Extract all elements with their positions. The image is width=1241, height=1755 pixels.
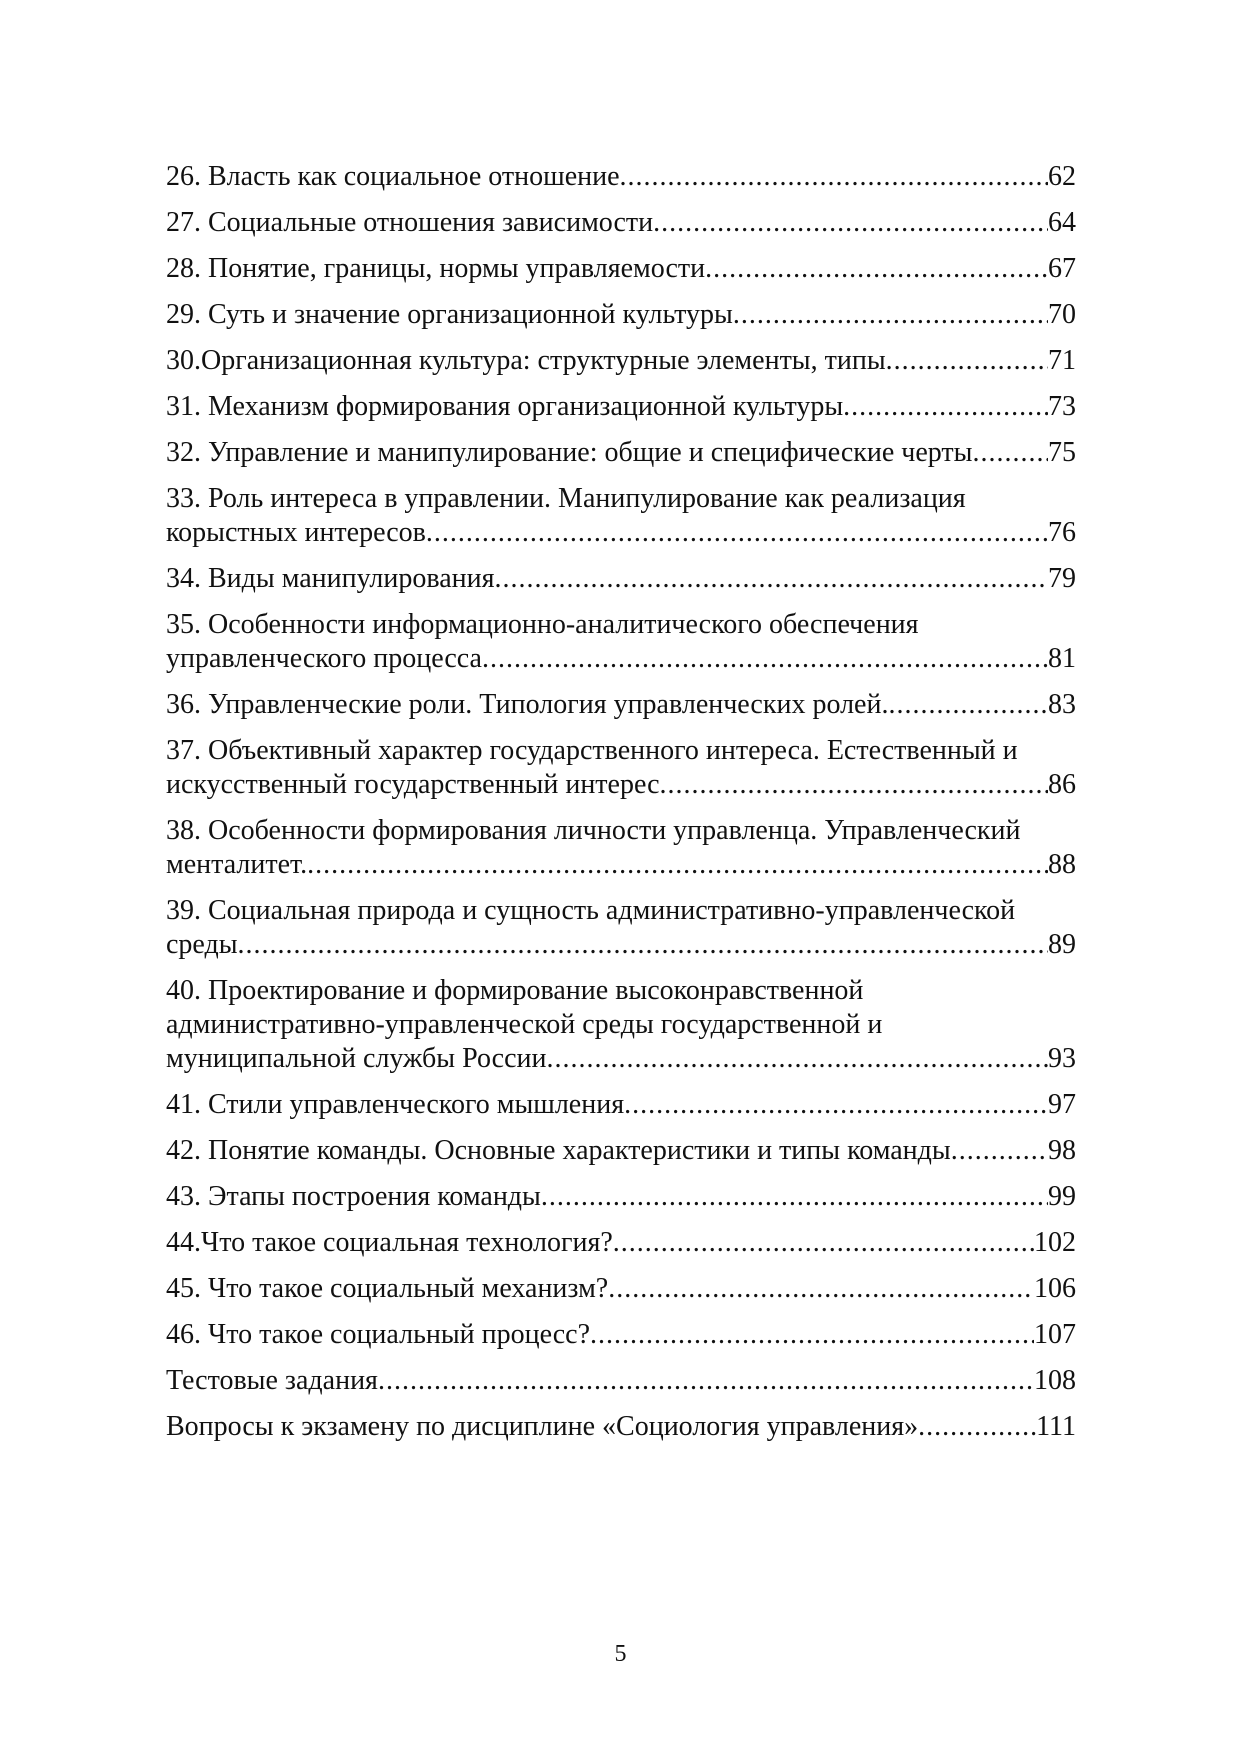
toc-entry-final-line bbox=[166, 562, 1076, 596]
toc-entry bbox=[166, 482, 1076, 550]
toc-entry-final-line bbox=[166, 436, 1076, 470]
toc-entry-title: 28. Понятие, границы, нормы управляемости bbox=[166, 253, 706, 284]
dot-leader bbox=[378, 1364, 1034, 1398]
toc-entry-title: 42. Понятие команды. Основные характеристики и типы команды bbox=[166, 1135, 951, 1166]
toc-entry-page: 62 bbox=[1048, 161, 1076, 192]
toc-entry-page: 86 bbox=[1048, 769, 1076, 800]
toc-entry-title: 46. Что такое социальный процесс? bbox=[166, 1319, 590, 1350]
dot-leader bbox=[608, 1272, 1034, 1306]
dot-leader bbox=[951, 1134, 1048, 1168]
dot-leader bbox=[590, 1318, 1034, 1352]
toc-entry-line: административно-управленческой среды государственной и bbox=[166, 1009, 883, 1040]
toc-entry-page: 89 bbox=[1048, 929, 1076, 960]
toc-entry bbox=[166, 562, 1076, 596]
toc-entry-page: 102 bbox=[1034, 1227, 1076, 1258]
toc-entry bbox=[166, 1134, 1076, 1168]
toc-entry bbox=[166, 1272, 1076, 1306]
toc-entry-title: 45. Что такое социальный механизм? bbox=[166, 1273, 609, 1304]
toc-entry-final-line bbox=[166, 344, 1076, 378]
toc-entry-page: 64 bbox=[1048, 207, 1076, 238]
toc-entry-page: 93 bbox=[1048, 1043, 1076, 1074]
toc-entry bbox=[166, 1226, 1076, 1260]
toc-entry-line: 35. Особенности информационно-аналитического обеспечения bbox=[166, 609, 919, 640]
dot-leader bbox=[238, 928, 1048, 962]
toc-entry bbox=[166, 608, 1076, 676]
toc-entry-title: 31. Механизм формирования организационной культуры bbox=[166, 391, 844, 422]
dot-leader bbox=[426, 516, 1048, 550]
toc-entry-line: 39. Социальная природа и сущность административно-управленческой bbox=[166, 895, 1016, 926]
toc-entry-page: 67 bbox=[1048, 253, 1076, 284]
toc-entry-page: 75 bbox=[1048, 437, 1076, 468]
toc-entry-page: 106 bbox=[1034, 1273, 1076, 1304]
table-of-contents bbox=[166, 160, 1076, 1456]
dot-leader bbox=[972, 436, 1048, 470]
page-number: 5 bbox=[614, 1641, 627, 1667]
toc-entry-page: 71 bbox=[1048, 345, 1076, 376]
toc-entry-page: 108 bbox=[1034, 1365, 1076, 1396]
toc-entry bbox=[166, 1088, 1076, 1122]
toc-entry-title: 36. Управленческие роли. Типология управленческих ролей. bbox=[166, 689, 889, 720]
toc-entry-final-line bbox=[166, 1272, 1076, 1306]
toc-entry-final-line bbox=[166, 928, 1076, 962]
toc-entry-title: 32. Управление и манипулирование: общие и специфические черты bbox=[166, 437, 973, 468]
toc-entry-page: 88 bbox=[1048, 849, 1076, 880]
toc-entry-page: 99 bbox=[1048, 1181, 1076, 1212]
dot-leader bbox=[733, 298, 1048, 332]
dot-leader bbox=[482, 642, 1048, 676]
toc-entry-title: Тестовые задания bbox=[166, 1365, 378, 1396]
dot-leader bbox=[843, 390, 1048, 424]
toc-entry bbox=[166, 252, 1076, 286]
toc-entry-final-line bbox=[166, 252, 1076, 286]
toc-entry-final-line bbox=[166, 1226, 1076, 1260]
toc-entry-final-line bbox=[166, 1134, 1076, 1168]
toc-entry bbox=[166, 894, 1076, 962]
toc-entry-final-line bbox=[166, 1042, 1076, 1076]
toc-entry bbox=[166, 814, 1076, 882]
toc-entry-final-line bbox=[166, 848, 1076, 882]
toc-entry bbox=[166, 1410, 1076, 1444]
toc-entry-line: 38. Особенности формирования личности управленца. Управленческий bbox=[166, 815, 1021, 846]
toc-entry-page: 111 bbox=[1036, 1411, 1076, 1442]
toc-entry-title: 29. Суть и значение организационной культуры bbox=[166, 299, 733, 330]
toc-entry-page: 107 bbox=[1034, 1319, 1076, 1350]
toc-entry bbox=[166, 1180, 1076, 1214]
toc-entry-final-line bbox=[166, 1364, 1076, 1398]
toc-entry-line: 37. Объективный характер государственного интереса. Естественный и bbox=[166, 735, 1018, 766]
dot-leader bbox=[918, 1410, 1036, 1444]
toc-entry-title: 43. Этапы построения команды bbox=[166, 1181, 541, 1212]
toc-entry-page: 79 bbox=[1048, 563, 1076, 594]
toc-entry-final-line bbox=[166, 1410, 1076, 1444]
dot-leader bbox=[660, 768, 1048, 802]
toc-entry-line: 40. Проектирование и формирование высоконравственной bbox=[166, 975, 864, 1006]
toc-entry bbox=[166, 1318, 1076, 1352]
dot-leader bbox=[494, 562, 1048, 596]
toc-entry-final-line bbox=[166, 688, 1076, 722]
toc-entry-title: 34. Виды манипулирования bbox=[166, 563, 495, 594]
toc-entry-final-line bbox=[166, 390, 1076, 424]
toc-entry-page: 97 bbox=[1048, 1089, 1076, 1120]
toc-entry bbox=[166, 344, 1076, 378]
dot-leader bbox=[886, 344, 1048, 378]
toc-entry bbox=[166, 436, 1076, 470]
toc-entry-page: 81 bbox=[1048, 643, 1076, 674]
dot-leader bbox=[624, 1088, 1048, 1122]
toc-entry bbox=[166, 160, 1076, 194]
dot-leader bbox=[307, 848, 1048, 882]
toc-entry bbox=[166, 1364, 1076, 1398]
toc-entry-page: 83 bbox=[1048, 689, 1076, 720]
toc-entry-final-line bbox=[166, 1088, 1076, 1122]
toc-entry-final-line bbox=[166, 642, 1076, 676]
dot-leader bbox=[620, 160, 1048, 194]
toc-entry-title: 26. Власть как социальное отношение bbox=[166, 161, 620, 192]
toc-entry-final-line bbox=[166, 160, 1076, 194]
toc-entry-final-line bbox=[166, 298, 1076, 332]
dot-leader bbox=[653, 206, 1048, 240]
toc-entry-final-line bbox=[166, 768, 1076, 802]
toc-entry-title: среды bbox=[166, 929, 238, 960]
dot-leader bbox=[541, 1180, 1048, 1214]
toc-entry bbox=[166, 206, 1076, 240]
toc-entry-title: управленческого процесса bbox=[166, 643, 482, 674]
toc-entry-title: Вопросы к экзамену по дисциплине «Социология управления» bbox=[166, 1411, 919, 1442]
dot-leader bbox=[547, 1042, 1049, 1076]
toc-entry-title: искусственный государственный интерес bbox=[166, 769, 660, 800]
toc-entry-title: 30.Организационная культура: структурные элементы, типы bbox=[166, 345, 886, 376]
toc-entry-title: менталитет. bbox=[166, 849, 308, 880]
dot-leader bbox=[705, 252, 1048, 286]
toc-entry-page: 98 bbox=[1048, 1135, 1076, 1166]
dot-leader bbox=[888, 688, 1048, 722]
toc-entry-final-line bbox=[166, 1180, 1076, 1214]
toc-entry-title: 44.Что такое социальная технология? bbox=[166, 1227, 613, 1258]
toc-entry-final-line bbox=[166, 206, 1076, 240]
toc-entry-page: 76 bbox=[1048, 517, 1076, 548]
toc-entry-final-line bbox=[166, 516, 1076, 550]
toc-entry-final-line bbox=[166, 1318, 1076, 1352]
toc-entry-title: муниципальной службы России bbox=[166, 1043, 547, 1074]
toc-entry-page: 73 bbox=[1048, 391, 1076, 422]
toc-entry-page: 70 bbox=[1048, 299, 1076, 330]
toc-entry bbox=[166, 974, 1076, 1076]
toc-entry bbox=[166, 390, 1076, 424]
toc-entry bbox=[166, 734, 1076, 802]
toc-entry-title: корыстных интересов bbox=[166, 517, 426, 548]
toc-entry bbox=[166, 688, 1076, 722]
dot-leader bbox=[613, 1226, 1034, 1260]
toc-entry-title: 27. Социальные отношения зависимости bbox=[166, 207, 654, 238]
toc-entry bbox=[166, 298, 1076, 332]
toc-entry-title: 41. Стили управленческого мышления bbox=[166, 1089, 625, 1120]
toc-entry-line: 33. Роль интереса в управлении. Манипулирование как реализация bbox=[166, 483, 966, 514]
